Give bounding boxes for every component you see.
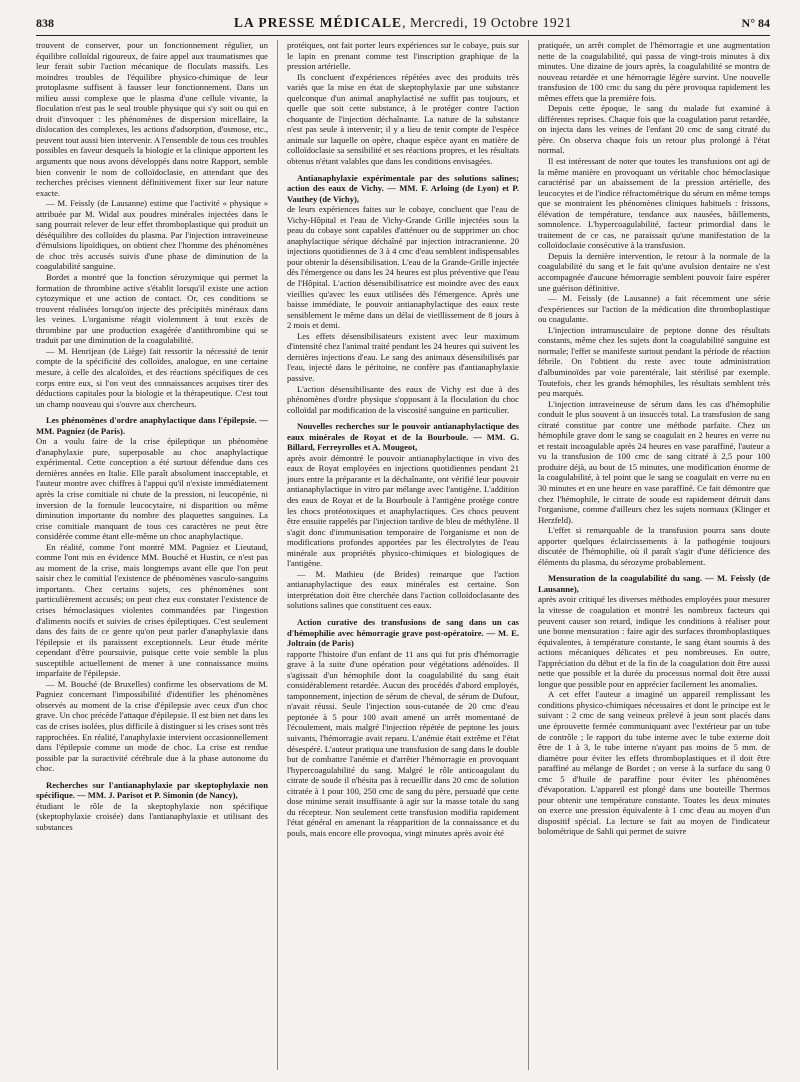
article-paragraph: A cet effet l'auteur a imaginé un appareil remplissant les conditions physico-chimiques nécessaires et dont le principe est le suivant : 2 cmc de sang veineux prélevé à jeun sont placés dans une éprouvette fermée communiquant avec l'extérieur par un tube de contrôle ; le rapport du tube interne avec le tube externe doit être de 1 à 3, le tube interne n'ayant pas moins de 5 mm. de diamètre pour éviter les effets thromboplastiques et il doit être paraffiné au mélange de Bordet ; on verse à la surface du sang 0 cmc 5 d'huile de paraffine pour éviter les phénomènes d'évaporation. L'appareil est plongé dans une bouteille Thermos pour obtenir une température constante. Toutes les deux minutes on exerce une pression équivalente à 1 cmc d'eau au moyen d'un dispositif spécial. La lecture se fait au moyen de l'indicateur bolométrique de Sahli qui permet de suivre	[538, 689, 770, 837]
article-heading: Mensuration de la coagulabilité du sang. — M. Feissly (de Lausanne),	[538, 573, 770, 594]
column-divider	[277, 40, 278, 1070]
article-paragraph: Ils concluent d'expériences répétées avec des produits très variés que la mise en état de skeptophylaxie par une substance quelconque d'un animal anaphylactisé ne suffit pas toujours, et quelle que soit cette substance, à le protéger contre l'action choquante de l'injection déchaînante. La nature de la substance n'est pas seule à intervenir; il y a lieu de tenir compte de l'espèce animale sur laquelle on opère, chaque espèce ayant en matière de colloïdoclasie sa sensibilité et ses réactions propres, et les résultats obtenus n'étant valables que dans les conditions envisagées.	[287, 71, 519, 167]
article-paragraph: L'action désensibilisante des eaux de Vichy est due à des phénomènes d'ordre physique s'opposant à la floculation du choc colloïdal par modification de la viscosité sanguine en particulier.	[287, 383, 519, 415]
article-paragraph: Il est intéressant de noter que toutes les transfusions ont agi de la même manière en provoquant un véritable choc hémoclasique caractérisé par un abaissement de la pression artérielle, des leucocytes et de l'indice réfractométrique du sérum en même temps que se montraient les phénomènes cliniques habituels : frissons, élévation de température, tendance aux nausées, bâillements, somnolence. L'hypercoagulabilité, facteur primordial dans le traitement de ce cas, ne paraissait qu'une manifestation de la colloïdoclasie consécutive à la transfusion.	[538, 156, 770, 251]
article-paragraph: — M. Mathieu (de Brides) remarque que l'action antianaphylactique des eaux minérales est certaine. Son interprétation doit être cherchée dans l'action colloïdoclasante des solutions salines que constituent ces eaux.	[287, 568, 519, 611]
article-heading: Recherches sur l'antianaphylaxie par skeptophylaxie non spécifique. — MM. J. Parisot et P. Simonin (de Nancy),	[36, 779, 268, 801]
column-right	[538, 40, 770, 1070]
article-paragraph: Depuis la dernière intervention, le retour à la normale de la coagulabilité du sang et le fait qu'une avulsion dentaire ne s'est accompagnée d'aucune hémorragie semblent pouvoir faire espérer une guérison définitive.	[538, 250, 770, 293]
article-paragraph: pratiquée, un arrêt complet de l'hémorragie et une augmentation nette de la coagulabilité, qui passa de vingt-trois minutes à dix minutes. Une dizaine de jours après, la coagulabilité se montra de nouveau retardée et une hémorragie légère survint. Une nouvelle transfusion de 100 cmc du sang du père provoqua rapidement les mêmes effets que la première fois.	[538, 40, 770, 103]
article-heading: Action curative des transfusions de sang dans un cas d'hémophilie avec hémorragie grave post-opératoire. — M. E. Joltrain (de Paris)	[287, 616, 519, 649]
article-paragraph: — M. Bouché (de Bruxelles) confirme les observations de M. Pagniez concernant l'impossibilité d'identifier les phénomènes observés au moment de la crise d'épilepsie avec ceux d'un choc grave. Un choc précède l'attaque d'épilepsie. Il est bien net dans les cas de crises isolées, plus difficile à distinguer si les crises sont très rapprochées. En réalité, l'anaphylaxie intervient occasionnellement dans l'épilepsie comme un mode de choc. La crise est rendue possible par la suractivité cérébrale due à la phase autonome du choc.	[36, 678, 268, 774]
article-paragraph: protéiques, ont fait porter leurs expériences sur le cobaye, puis sur le lapin en prenant comme test l'inscription graphique de la pression artérielle.	[287, 40, 519, 72]
article-paragraph: — M. Henrijean (de Liège) fait ressortir la nécessité de tenir compte de la spécificité des colloïdes, analogue, en une certaine mesure, à celle des alcaloïdes, et des réactions spécifiques de ces corps entre eux, si l'on veut des connaissances acquises tirer des déductions capitales pour la biologie et la thérapeutique. C'est tout un champ nouveau qui s'ouvre aux chercheurs.	[36, 345, 268, 409]
article-heading: Nouvelles recherches sur le pouvoir antianaphylactique des eaux minérales de Royat et de la Bourboule. — MM. G. Billard, Ferreyrolles et A. Mougeot,	[287, 421, 519, 453]
column-left	[36, 40, 268, 1070]
article-heading: Les phénomènes d'ordre anaphylactique dans l'épilepsie. — MM. Pagniez (de Paris).	[36, 415, 268, 436]
article-paragraph: L'injection intraveineuse de sérum dans les cas d'hémophilie conduit le plus souvent à un insuccès total. La transfusion de sang citraté constitue par contre une méthode parfaite. Chez un hémophile grave dont le sang se coagulait en 2 heures en verre nu et restait incoagulable après 24 heures en vase paraffiné, l'auteur a vu la transfusion de 100 cmc de sang citraté à 2,5 pour 100 produire déjà, au bout de 15 minutes, une modification énorme de la coagulabilité, à tel point que le sang se coagulait en verre nu en 30 minutes et en une heure en vase paraffiné. Ce fait démontre que chez l'hémophile, le citrate de soude est rapidement détruit dans l'organisme, comme d'ailleurs chez les sujets normaux (Klinger et Herzfeld).	[538, 398, 770, 525]
issue-number: N° 84	[741, 16, 770, 30]
journal-masthead: LA PRESSE MÉDICALE, Mercredi, 19 Octobre 1921	[234, 15, 572, 30]
article-paragraph: En réalité, comme l'ont montré MM. Pagniez et Lieutaud, comme l'ont mis en évidence MM. Bouché et Hustin, ce n'est pas au moment de la crise, mais longtemps avant elle que l'on peut saisir chez le comitial l'existence de phénomènes vasculo-sanguins importants. Chez certains sujets, ces phénomènes sont particulièrement accusés; on peut chez eux constater l'existence de crises hémoclasiques violentes commandées par l'ingestion d'aliments nocifs et suivies de crises épileptiques. C'est seulement dans des faits de ce genre qu'on peut parler d'anaphylaxie dans l'épilepsie et ils paraissent exceptionnels. Leur étude mérite cependant d'être poursuivie, puisque cette voie semble la plus susceptible actuellement de mener à une connaissance moins imparfaite de l'épilepsie.	[36, 541, 268, 679]
article-paragraph: étudiant le rôle de la skeptophylaxie non spécifique (skeptophylaxie croisée) dans l'antianaphylaxie et utilisant des substances	[36, 800, 268, 832]
article-heading: Antianaphylaxie expérimentale par des solutions salines; action des eaux de Vichy. — MM. F. Arloing (de Lyon) et P. Vauthey (de Vichy),	[287, 172, 519, 204]
article-paragraph: L'injection intramusculaire de peptone donne des résultats constants, même chez les sujets dont la coagulabilité sanguine est normale; l'effet se manifeste surtout pendant la période de réaction fébrile. On l'obtient du reste avec toute administration d'albuminoïdes par voie parentérale, lait stérilisé par exemple. Toutefois, chez les grands hémophiles, les résultats semblent très peu marqués.	[538, 324, 770, 399]
article-paragraph: rapporte l'histoire d'un enfant de 11 ans qui fut pris d'hémorragie grave à la suite d'une opération pour végétations adénoïdes. Il s'agissait d'un hémophile dont la coagulabilité du sang était considérablement retardée. Aucun des procédés d'abord employés, tamponnement, injection de sérum de cheval, de sérum de Dufour, n'avait réussi. Seule l'injection sous-cutanée de 20 cmc d'eau peptonée à 5 pour 100 avait amené un arrêt momentané de l'écoulement, mais malgré l'injection répétée de peptone les jours suivants, l'hémorragie avait reparu. L'anémie était extrême et l'état désespéré. L'auteur pratiqua une transfusion de sang dans le double but de combattre l'anémie et d'arrêter l'hémorragie en provoquant l'hypercoagulabilité du sang. Malgré le rôle anticoagulant du citrate de soude il n'hésita pas à recueillir dans 20 cmc de solution citratée à 1 pour 100, 250 cmc de sang du père, persuadé que cette dose minime serait insuffisante à agir sur la masse totale du sang du récepteur. Non seulement cette transfusion modifia rapidement l'état général en amenant la réapparition de la connaissance et du pouls, mais encore elle provoqua, vingt minutes après avoir été	[287, 648, 519, 838]
article-paragraph: — M. Feissly (de Lausanne) estime que l'activité « physique » attribuée par M. Widal aux poudres minérales injectées dans le sang pourrait relever de leur effet thromboplastique qui produit un déséquilibre des colloïdes du plasma. Par l'injection intraveineuse d'émulsions lipoïdiques, on obtient chez l'homme des phénomènes de choc très accusés suivis d'une phase de diminution de la coagulabilité sanguine.	[36, 198, 268, 272]
text-columns	[36, 40, 770, 1070]
page-header	[36, 10, 770, 36]
article-paragraph: après avoir démontré le pouvoir antianaphylactique in vivo des eaux de Royat employées en injections quotidiennes pendant 21 jours entre la préparante et la déchaînante, ont vérifié leur pouvoir antianaphylactique in vitro par mélange avec l'antigène. L'addition des eaux de Royat et de la Bourboule à l'antigène protège contre les chocs protéotoxiques et anaphylactiques. Ces chocs peuvent être ensuite rappelés par l'injection tardive de bleu de méthylène. Il s'agit donc d'immunisation temporaire de l'organisme et non de modifications profondes apportées par les électrolytes de l'eau minérale aux propriétés physico-chimiques et biologiques de l'antigène.	[287, 452, 519, 569]
article-paragraph: de leurs expériences faites sur le cobaye, concluent que l'eau de Vichy-Hôpital et l'eau de Vichy-Grande Grille injectées sous la peau du cobaye sont capables d'atténuer ou de supprimer un choc anaphylactique sérique déchaîné par injection intracranienne. 20 injections quotidiennes de 3 à 4 cmc d'eau semblent indispensables pour obtenir la désensibilisation. L'eau de la Grande-Grille injectée dès l'émergence ou dans les 24 heures est plus préventive que l'eau de l'Hôpital. L'action désensibilisatrice est moindre avec des eaux vieillies qu'avec les eaux utilisées dès l'émergence. Après une baisse immédiate, le pouvoir antianaphylactique des eaux reste sensiblement le même dans un délai de vieillissement de 8 jours à 2 mois et demi.	[287, 204, 519, 331]
issue-date: Mercredi, 19 Octobre 1921	[410, 15, 572, 30]
journal-title: LA PRESSE MÉDICALE	[234, 15, 403, 30]
column-middle	[287, 40, 519, 1070]
article-paragraph: On a voulu faire de la crise épileptique un phénomène d'anaphylaxie pure, superposable au choc anaphylactique expérimental. Cette conception a été surtout défendue dans ces dernières années en Italie. Elle paraît absolument inacceptable, et l'auteur montre avec chiffres à l'appui qu'il n'existe immédiatement après la crise comitiale ni chute de la pression, ni leucopénie, ni inversion de la formule leucocytaire, ni disparition ou même diminution importante du nombre des plaquettes sanguines. La crise comitiale manquant de tous ces caractères ne peut être considérée comme étant elle-même un choc anaphylactique.	[36, 436, 268, 542]
article-paragraph: Les effets désensibilisateurs existent avec leur maximum d'intensité chez l'animal traité pendant les 24 heures qui suivent les dernières injections d'eau. Le sang des animaux désensibilisés par l'eau, injecté dans le péritoine, ne confère pas d'antianaphylaxie passive.	[287, 330, 519, 383]
article-paragraph: après avoir critiqué les diverses méthodes employées pour mesurer la vitesse de coagulation et montré les nombreux facteurs qui peuvent causer son retard, indique les conditions à réaliser pour une bonne mensuration : faire agir des surfaces thromboplastiques équivalentes, à température constante, le sang étant soumis à des actions mécaniques délicates et peu nombreuses. En outre, l'appréciation du début et de la fin de la coagulation doit être aussi nette que possible et la durée du processus normal doit être aussi longue que possible pour en apprécier facilement les anomalies.	[538, 594, 770, 689]
column-divider	[528, 40, 529, 1070]
article-paragraph: L'effet si remarquable de la transfusion pourra sans doute apporter quelques éclaircissements à la pathogénie toujours discutée de l'hémophilie, où il paraît s'agir d'une déficience des éléments du plasma, du sérozyme probablement.	[538, 525, 770, 567]
page-number: 838	[36, 16, 54, 30]
article-paragraph: Bordet a montré que la fonction sérozymique qui permet la formation de thrombine active s'établit lorsqu'il existe une action cytozymique et une action de contact. Or, ces conditions se trouvent réalisées lorsqu'on injecte des précipités minéraux dans les veines. L'organisme réagit violemment à tout excès de thrombine par une production exagérée d'antithrombine qui se traduit par une diminution de la coagulabilité.	[36, 272, 268, 346]
article-paragraph: Depuis cette époque, le sang du malade fut examiné à différentes reprises. Chaque fois que la coagulation parut retardée, on injecta dans les veines de l'enfant 20 cmc de sang citraté du père. On observa chaque fois un retour plus prolongé à l'état normal.	[538, 103, 770, 156]
article-paragraph: trouvent de conserver, pour un fonctionnement régulier, un équilibre colloïdal rigoureux, de faire appel aux traumatismes que leur ferait subir l'action mécanique de floculats massifs. Les moindres troubles de l'équilibre physico-chimique de leur protoplasme suffisent à fausser leur fonctionnement. Dans un milieu aussi complexe que le plasma d'une cellule vivante, la floculation n'est pas le seul trouble physique qui s'y soit ou qui en droit d'invoquer : les phénomènes de dispersion micellaire, la dislocation des complexes, les actions d'adsorption, d'osmose, etc., peuvent tout aussi bien intervenir. A l'ensemble de tous ces troubles possibles en faveur desquels la biologie et la clinique apportent les arguments que nous avons développés dans notre Rapport, semble bien convenir le nom de colloïdoclasie, en attendant que des recherches précises viennent définitivement fixer sur leur nature exacte.	[36, 40, 268, 198]
article-paragraph: — M. Feissly (de Lausanne) a fait récemment une série d'expériences sur l'action de la médication dite thromboplastique ou coagulante.	[538, 293, 770, 325]
